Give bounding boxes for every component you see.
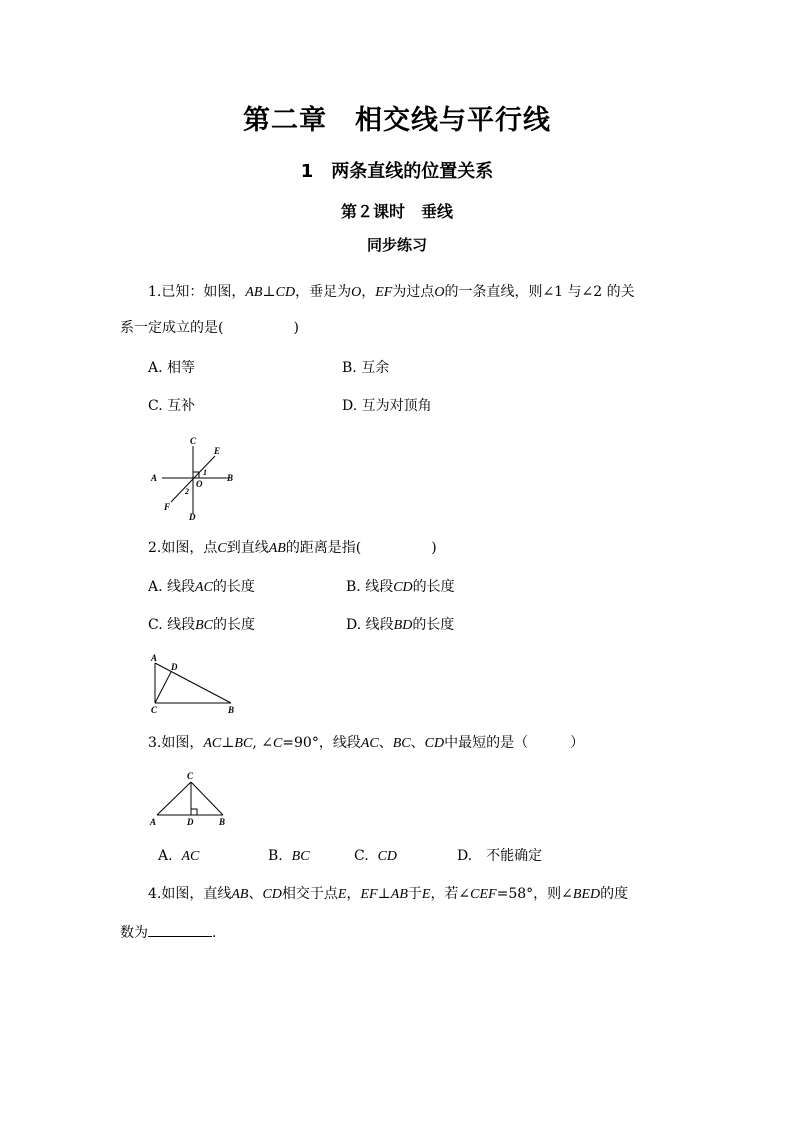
segment-ac (157, 782, 191, 815)
question-1-figure (145, 432, 245, 524)
question-1-option-d: D. 互为对顶角 (342, 398, 432, 414)
question-4-stem: 4.如图，直线AB、CD相交于点E，EF⊥AB于E，若∠CEF=58°，则∠BED的度 (148, 886, 629, 902)
question-2-figure (145, 650, 245, 718)
label-o: O (196, 479, 203, 489)
question-2-stem: 2.如图，点C到直线AB的距离是指( ) (148, 540, 437, 556)
question-2-option-c: C. 线段BC的长度 (148, 617, 256, 633)
question-2-option-a: A. 线段AC的长度 (148, 579, 255, 595)
chapter-title: 第二章 相交线与平行线 (243, 105, 551, 136)
question-2-option-b: B. 线段CD的长度 (346, 579, 455, 595)
question-3-option-c: C. CD (354, 848, 398, 864)
question-3-option-a: A. AC (158, 848, 200, 864)
label-d: D (171, 662, 178, 672)
lesson-title: 第２课时 垂线 (340, 202, 453, 221)
label-angle-2: 2 (185, 487, 189, 496)
right-angle-mark (191, 809, 197, 815)
label-b: B (228, 705, 235, 715)
answer-blank[interactable] (148, 922, 212, 937)
section-title: 1 两条直线的位置关系 (300, 161, 494, 182)
question-4-stem-line2: 数为 . (120, 922, 216, 943)
label-a: A (151, 473, 158, 483)
label-angle-1: 1 (203, 468, 207, 477)
question-3-figure (145, 768, 235, 832)
segment-cb (191, 782, 223, 815)
label-b: B (219, 817, 226, 827)
right-angle-mark (193, 472, 199, 478)
label-c: C (187, 771, 194, 781)
label-b: B (227, 473, 234, 483)
question-1-option-b: B. 互余 (342, 360, 390, 376)
segment-ab (155, 663, 231, 703)
label-a: A (151, 653, 158, 663)
practice-title: 同步练习 (366, 236, 427, 254)
question-1-stem-line2: 系一定成立的是( ) (120, 320, 299, 336)
question-3-option-d: D. 不能确定 (457, 848, 543, 864)
question-3-option-b: B. BC (268, 848, 310, 864)
question-3-stem: 3.如图，AC⊥BC, ∠C=90°，线段AC、BC、CD中最短的是（ ） (148, 735, 585, 751)
label-c: C (151, 705, 158, 715)
label-e: E (214, 446, 221, 456)
segment-cd (155, 672, 171, 703)
label-d: D (187, 817, 194, 827)
label-f: F (164, 502, 171, 512)
question-1-stem: 1.已知：如图，AB⊥CD，垂足为O，EF为过点O的一条直线，则∠1 与∠2 的关 (148, 284, 635, 300)
question-1-option-c: C. 互补 (148, 398, 196, 414)
question-1-option-a: A. 相等 (148, 360, 196, 376)
label-c: C (190, 436, 197, 446)
label-d: D (189, 512, 196, 522)
question-2-option-d: D. 线段BD的长度 (346, 617, 455, 633)
label-a: A (150, 817, 157, 827)
